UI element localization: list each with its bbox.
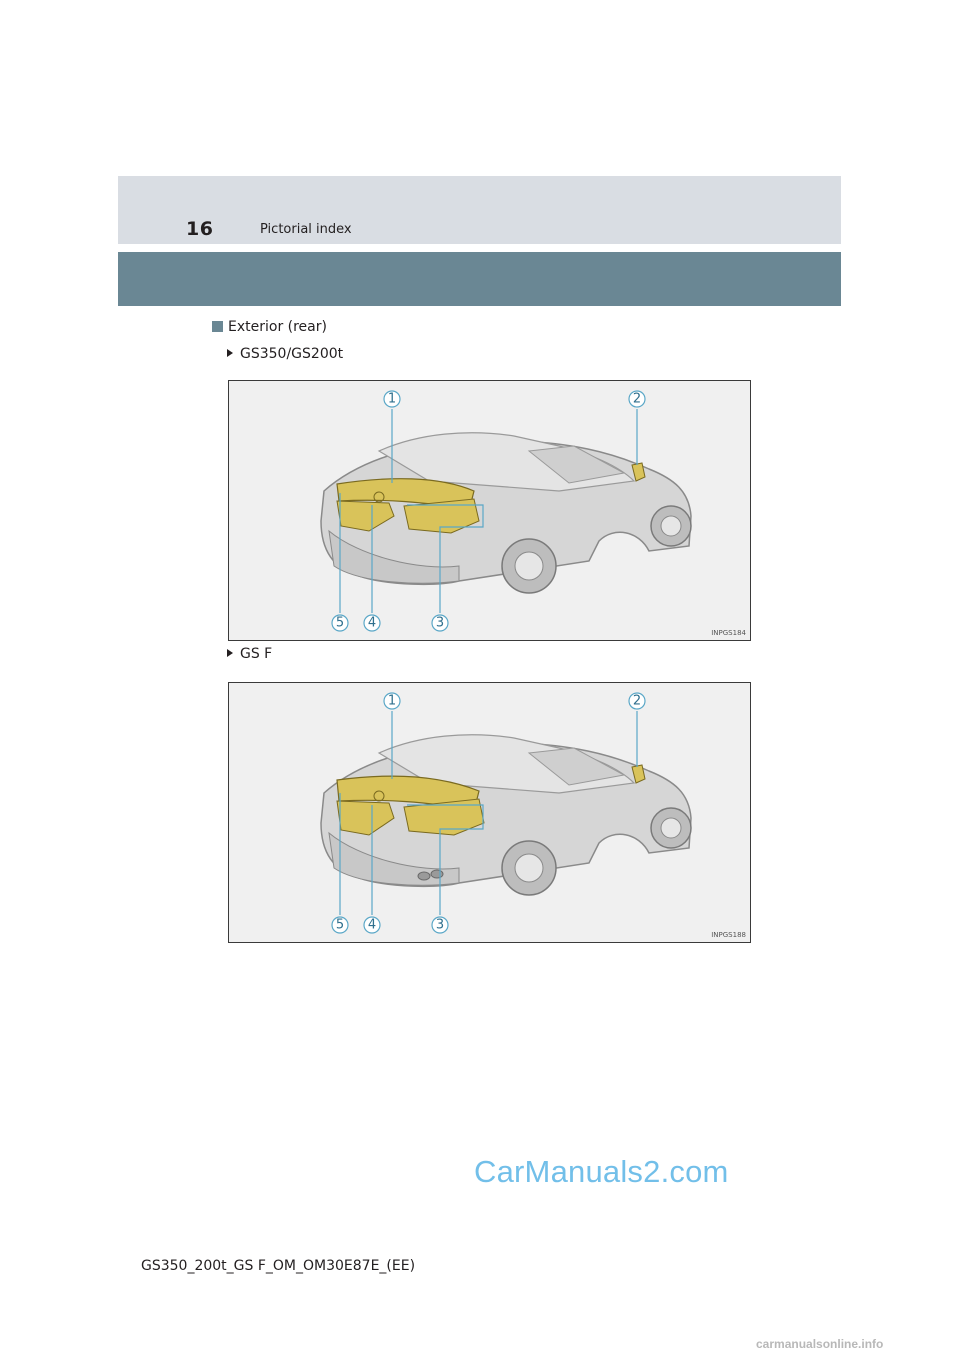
section-title: Pictorial index [260,222,352,237]
car-rear-illustration-1 [229,381,750,640]
svg-text:3: 3 [435,615,445,631]
header-band [118,176,841,244]
triangle-bullet-icon [227,349,233,357]
figure-code-2: INPGS188 [711,931,746,939]
title-band [118,252,841,306]
figure-code-1: INPGS184 [711,629,746,637]
svg-text:1: 1 [387,693,397,709]
callout-4 [364,917,380,933]
exhaust-tip [431,870,443,878]
callout-3 [432,615,448,631]
triangle-bullet-icon [227,649,233,657]
svg-text:5: 5 [335,615,345,631]
page-number: 16 [186,218,214,240]
variant-label-2 [227,646,272,662]
svg-text:4: 4 [367,917,377,933]
subheading-text: Exterior (rear) [228,319,327,335]
callout-3 [432,917,448,933]
callout-1 [384,391,400,407]
watermark-logo[interactable]: CarManuals2.com [474,1154,729,1189]
exterior-rear-figure-1 [228,380,751,641]
svg-text:2: 2 [632,391,642,407]
callout-5 [332,615,348,631]
exhaust-tip [418,872,430,880]
svg-text:3: 3 [435,917,445,933]
callout-4 [364,615,380,631]
car-rear-illustration-2 [229,683,750,942]
callout-1 [384,693,400,709]
callout-2 [629,391,645,407]
callout-5 [332,917,348,933]
svg-text:1: 1 [387,391,397,407]
variant-text-2: GS F [240,646,273,662]
svg-text:2: 2 [632,693,642,709]
variant-text-1: GS350/GS200t [240,346,344,362]
subheading [212,319,327,335]
square-bullet-icon [212,321,223,332]
footer-doc-code: GS350_200t_GS F_OM_OM30E87E_(EE) [141,1258,416,1274]
callout-2 [629,693,645,709]
variant-label-1 [227,346,343,362]
svg-text:4: 4 [367,615,377,631]
site-url[interactable]: carmanualsonline.info [756,1337,884,1351]
svg-text:5: 5 [335,917,345,933]
exterior-rear-figure-2 [228,682,751,943]
